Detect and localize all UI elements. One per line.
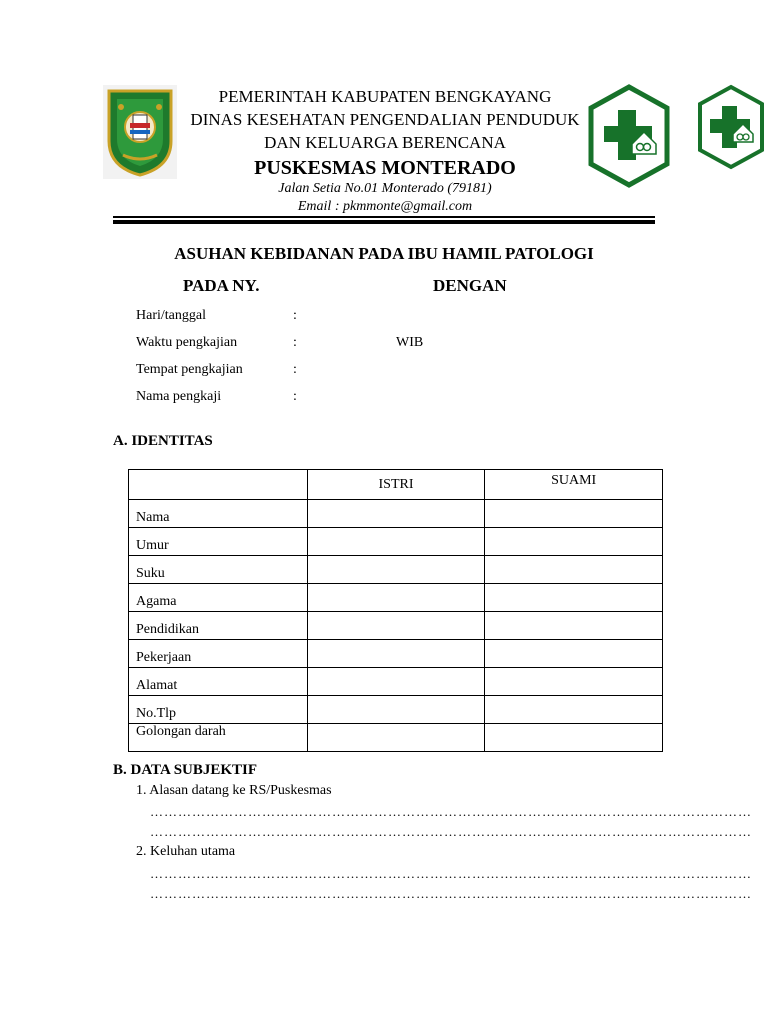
header-email: Email : pkmmonte@gmail.com: [297, 199, 473, 214]
answer-line-complaint-1[interactable]: …………………………………………………………………………………………………………………: [150, 866, 752, 881]
identity-header-suami: SUAMI: [485, 470, 663, 500]
istri-suku-cell[interactable]: [307, 556, 485, 584]
suami-alamat-cell[interactable]: [485, 668, 663, 696]
identity-header-istri: ISTRI: [307, 470, 485, 500]
row-label-nama: Nama: [129, 500, 308, 528]
info-label-assessor: Nama pengkaji: [136, 389, 222, 404]
header-divider-thick: [113, 220, 655, 224]
answer-line-complaint-2[interactable]: …………………………………………………………………………………………………………………: [150, 886, 752, 901]
istri-golongan-darah-cell[interactable]: [307, 724, 485, 752]
subjektif-item-complaint: 2. Keluhan utama: [136, 844, 236, 859]
table-row: [129, 612, 663, 640]
row-label-suku: Suku: [129, 556, 308, 584]
puskesmas-logo-large: [588, 84, 670, 188]
row-label-pendidikan: Pendidikan: [129, 612, 308, 640]
header-organization: PUSKESMAS MONTERADO: [254, 157, 516, 179]
info-label-date: Hari/tanggal: [136, 308, 206, 323]
suami-pendidikan-cell[interactable]: [485, 612, 663, 640]
istri-alamat-cell[interactable]: [307, 668, 485, 696]
table-row: [129, 724, 663, 752]
condition-label: DENGAN: [433, 276, 507, 295]
istri-notlp-cell[interactable]: [307, 696, 485, 724]
document-title: ASUHAN KEBIDANAN PADA IBU HAMIL PATOLOGI: [174, 244, 594, 263]
suami-notlp-cell[interactable]: [485, 696, 663, 724]
info-time-unit: WIB: [396, 335, 424, 350]
puskesmas-logo-small: [696, 84, 766, 170]
table-row: [129, 556, 663, 584]
row-label-notlp: No.Tlp: [129, 696, 308, 724]
suami-umur-cell[interactable]: [485, 528, 663, 556]
suami-pekerjaan-cell[interactable]: [485, 640, 663, 668]
table-row: [129, 668, 663, 696]
istri-umur-cell[interactable]: [307, 528, 485, 556]
info-colon-place: :: [293, 362, 297, 377]
section-subjektif-heading: B. DATA SUBJEKTIF: [113, 762, 258, 778]
suami-nama-cell[interactable]: [485, 500, 663, 528]
suami-agama-cell[interactable]: [485, 584, 663, 612]
row-label-golongan-darah: Golongan darah: [129, 724, 308, 752]
suami-golongan-darah-cell[interactable]: [485, 724, 663, 752]
istri-pekerjaan-cell[interactable]: [307, 640, 485, 668]
subjektif-item-reason: 1. Alasan datang ke RS/Puskesmas: [136, 783, 332, 798]
istri-pendidikan-cell[interactable]: [307, 612, 485, 640]
istri-nama-cell[interactable]: [307, 500, 485, 528]
table-row: [129, 696, 663, 724]
info-label-place: Tempat pengkajian: [136, 362, 243, 377]
table-row: [129, 584, 663, 612]
bengkayang-emblem-logo: [103, 85, 177, 179]
table-row: [129, 500, 663, 528]
patient-name-label: PADA NY.: [183, 276, 260, 295]
info-colon-time: :: [293, 335, 297, 350]
info-colon-date: :: [293, 308, 297, 323]
row-label-umur: Umur: [129, 528, 308, 556]
istri-agama-cell[interactable]: [307, 584, 485, 612]
row-label-agama: Agama: [129, 584, 308, 612]
info-label-time: Waktu pengkajian: [136, 335, 238, 350]
answer-line-reason-2[interactable]: …………………………………………………………………………………………………………………: [150, 824, 752, 839]
row-label-pekerjaan: Pekerjaan: [129, 640, 308, 668]
header-government: PEMERINTAH KABUPATEN BENGKAYANG: [218, 87, 552, 106]
row-label-alamat: Alamat: [129, 668, 308, 696]
info-colon-assessor: :: [293, 389, 297, 404]
answer-line-reason-1[interactable]: …………………………………………………………………………………………………………………: [150, 804, 752, 819]
section-identitas-heading: A. IDENTITAS: [113, 433, 213, 449]
table-row: [129, 640, 663, 668]
header-address: Jalan Setia No.01 Monterado (79181): [278, 181, 492, 196]
header-department-cont: DAN KELUARGA BERENCANA: [264, 133, 506, 152]
identity-header-blank: [129, 470, 308, 500]
identity-table: [128, 469, 663, 752]
suami-suku-cell[interactable]: [485, 556, 663, 584]
header-divider-thin: [113, 216, 655, 218]
table-row: [129, 528, 663, 556]
header-department: DINAS KESEHATAN PENGENDALIAN PENDUDUK: [190, 110, 580, 129]
